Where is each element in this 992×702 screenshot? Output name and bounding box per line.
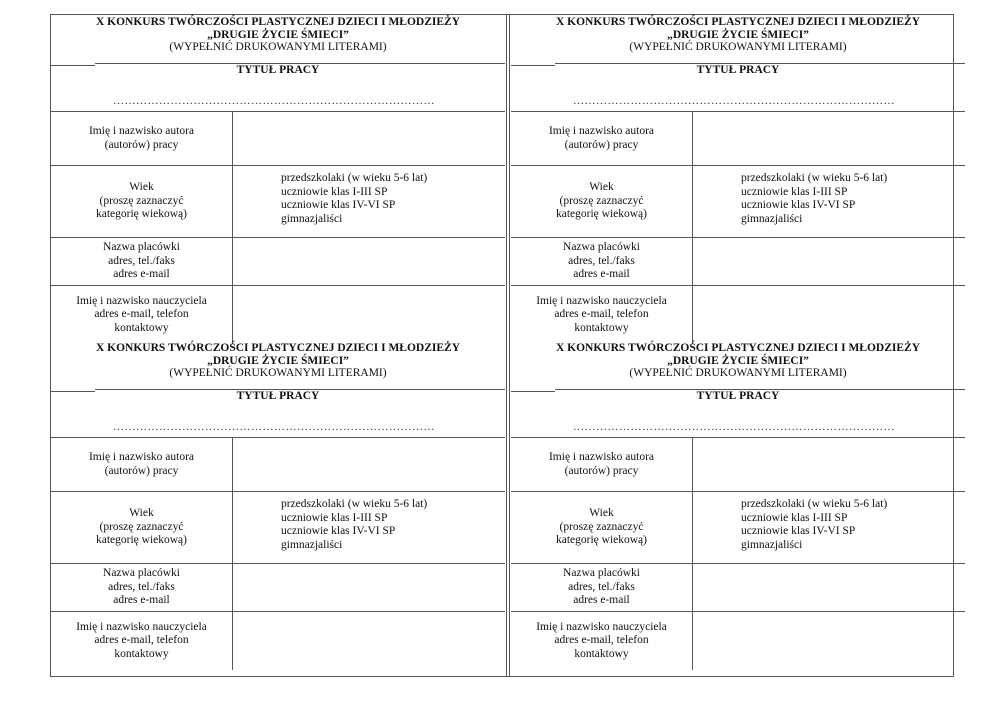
age-category-option[interactable]: uczniowie klas I-III SP [281, 185, 388, 198]
age-category-option[interactable]: uczniowie klas IV-VI SP [741, 199, 856, 211]
row-value-field[interactable] [741, 498, 887, 552]
form-row [51, 564, 505, 612]
contest-title: X KONKURS TWÓRCZOŚCI PLASTYCZNEJ DZIECI I MŁODZIEŻY [555, 16, 921, 28]
row-label [51, 612, 233, 670]
form-row [51, 238, 505, 286]
row-label-text: Imię i nazwisko autora (autorów) pracy [88, 125, 195, 151]
row-label-text: Nazwa placówki adres, tel./faks adres e-mail [103, 241, 180, 281]
row-label-text: Wiek (proszę zaznaczyć kategorię wiekową) [95, 181, 187, 221]
row-label [51, 286, 233, 344]
row-label [511, 492, 693, 563]
form-row [51, 166, 505, 238]
form-row [511, 286, 965, 344]
age-category-option[interactable]: gimnazjaliści [741, 212, 803, 225]
row-label [51, 112, 233, 165]
contest-subtitle: „DRUGIE ŻYCIE ŚMIECI” [667, 28, 809, 41]
age-category-option[interactable]: uczniowie klas IV-VI SP [281, 525, 396, 537]
row-label-text: Wiek (proszę zaznaczyć kategorię wiekową) [555, 507, 647, 547]
row-value-field[interactable] [281, 172, 427, 226]
form-row [511, 238, 965, 286]
contest-title: X KONKURS TWÓRCZOŚCI PLASTYCZNEJ DZIECI I MŁODZIEŻY [555, 342, 921, 354]
form-row [511, 564, 965, 612]
work-title-label: TYTUŁ PRACY [696, 390, 780, 402]
contest-subtitle: „DRUGIE ŻYCIE ŚMIECI” [667, 354, 809, 367]
row-label [51, 166, 233, 237]
row-label [51, 564, 233, 611]
fill-instruction: (WYPEŁNIĆ DRUKOWANYMI LITERAMI) [169, 41, 387, 53]
form-row [51, 112, 505, 166]
work-title-box[interactable] [511, 64, 965, 112]
work-title-box[interactable] [511, 390, 965, 438]
contest-title: X KONKURS TWÓRCZOŚCI PLASTYCZNEJ DZIECI I MŁODZIEŻY [95, 16, 461, 28]
row-label-text: Imię i nazwisko nauczyciela adres e-mail, telefon kontaktowy [536, 620, 667, 660]
form-row [51, 492, 505, 564]
row-label [511, 612, 693, 670]
row-label-text: Imię i nazwisko nauczyciela adres e-mail, telefon kontaktowy [536, 294, 667, 334]
row-label-text: Imię i nazwisko nauczyciela adres e-mail, telefon kontaktowy [76, 620, 207, 660]
contest-title: X KONKURS TWÓRCZOŚCI PLASTYCZNEJ DZIECI I MŁODZIEŻY [95, 342, 461, 354]
form-row [511, 166, 965, 238]
form-row [511, 438, 965, 492]
row-label [511, 286, 693, 344]
work-title-line: ………………………………………………………………………… [113, 421, 435, 433]
form-row [511, 112, 965, 166]
row-label-text: Imię i nazwisko autora (autorów) pracy [548, 125, 655, 151]
card-bottom-left [51, 342, 505, 670]
age-category-option[interactable]: uczniowie klas I-III SP [741, 511, 848, 524]
row-value-field[interactable] [281, 498, 427, 552]
row-label [511, 238, 693, 285]
card-top-right [511, 16, 965, 344]
age-category-option[interactable]: uczniowie klas IV-VI SP [741, 525, 856, 537]
age-category-option[interactable]: przedszkolaki (w wieku 5-6 lat) [281, 498, 428, 510]
form-row [51, 612, 505, 670]
age-category-option[interactable]: przedszkolaki (w wieku 5-6 lat) [281, 172, 428, 184]
form-row [511, 492, 965, 564]
age-category-option[interactable]: gimnazjaliści [741, 538, 803, 551]
row-label [51, 238, 233, 285]
contest-subtitle: „DRUGIE ŻYCIE ŚMIECI” [207, 354, 349, 367]
age-category-option[interactable]: gimnazjaliści [281, 212, 343, 225]
row-label [51, 492, 233, 563]
row-label [511, 112, 693, 165]
fill-instruction: (WYPEŁNIĆ DRUKOWANYMI LITERAMI) [169, 367, 387, 379]
row-label-text: Nazwa placówki adres, tel./faks adres e-mail [563, 567, 640, 607]
card-header [511, 342, 965, 380]
form-row [511, 612, 965, 670]
age-category-option[interactable]: uczniowie klas IV-VI SP [281, 199, 396, 211]
row-label [511, 564, 693, 611]
vertical-separator [506, 15, 510, 676]
form-row [51, 438, 505, 492]
row-label-text: Nazwa placówki adres, tel./faks adres e-mail [563, 241, 640, 281]
work-title-label: TYTUŁ PRACY [236, 390, 320, 402]
work-title-line: ………………………………………………………………………… [573, 421, 895, 433]
row-label-text: Imię i nazwisko autora (autorów) pracy [88, 451, 195, 477]
card-header [51, 16, 505, 54]
row-label-text: Wiek (proszę zaznaczyć kategorię wiekową) [555, 181, 647, 221]
form-row [51, 286, 505, 344]
fill-instruction: (WYPEŁNIĆ DRUKOWANYMI LITERAMI) [629, 41, 847, 53]
age-category-option[interactable]: uczniowie klas I-III SP [281, 511, 388, 524]
work-title-label: TYTUŁ PRACY [696, 64, 780, 76]
row-label-text: Wiek (proszę zaznaczyć kategorię wiekową) [95, 507, 187, 547]
age-category-option[interactable]: przedszkolaki (w wieku 5-6 lat) [741, 172, 888, 184]
work-title-box[interactable] [51, 390, 505, 438]
age-category-option[interactable]: gimnazjaliści [281, 538, 343, 551]
work-title-line: ………………………………………………………………………… [573, 95, 895, 107]
age-category-option[interactable]: przedszkolaki (w wieku 5-6 lat) [741, 498, 888, 510]
row-label-text: Imię i nazwisko nauczyciela adres e-mail, telefon kontaktowy [76, 294, 207, 334]
card-header [51, 342, 505, 380]
contest-subtitle: „DRUGIE ŻYCIE ŚMIECI” [207, 28, 349, 41]
row-label-text: Nazwa placówki adres, tel./faks adres e-mail [103, 567, 180, 607]
work-title-line: ………………………………………………………………………… [113, 95, 435, 107]
card-bottom-right [511, 342, 965, 670]
row-label-text: Imię i nazwisko autora (autorów) pracy [548, 451, 655, 477]
fill-instruction: (WYPEŁNIĆ DRUKOWANYMI LITERAMI) [629, 367, 847, 379]
card-top-left [51, 16, 505, 344]
work-title-label: TYTUŁ PRACY [236, 64, 320, 76]
work-title-box[interactable] [51, 64, 505, 112]
age-category-option[interactable]: uczniowie klas I-III SP [741, 185, 848, 198]
row-value-field[interactable] [741, 172, 887, 226]
row-label [51, 438, 233, 491]
row-label [511, 166, 693, 237]
row-label [511, 438, 693, 491]
card-header [511, 16, 965, 54]
